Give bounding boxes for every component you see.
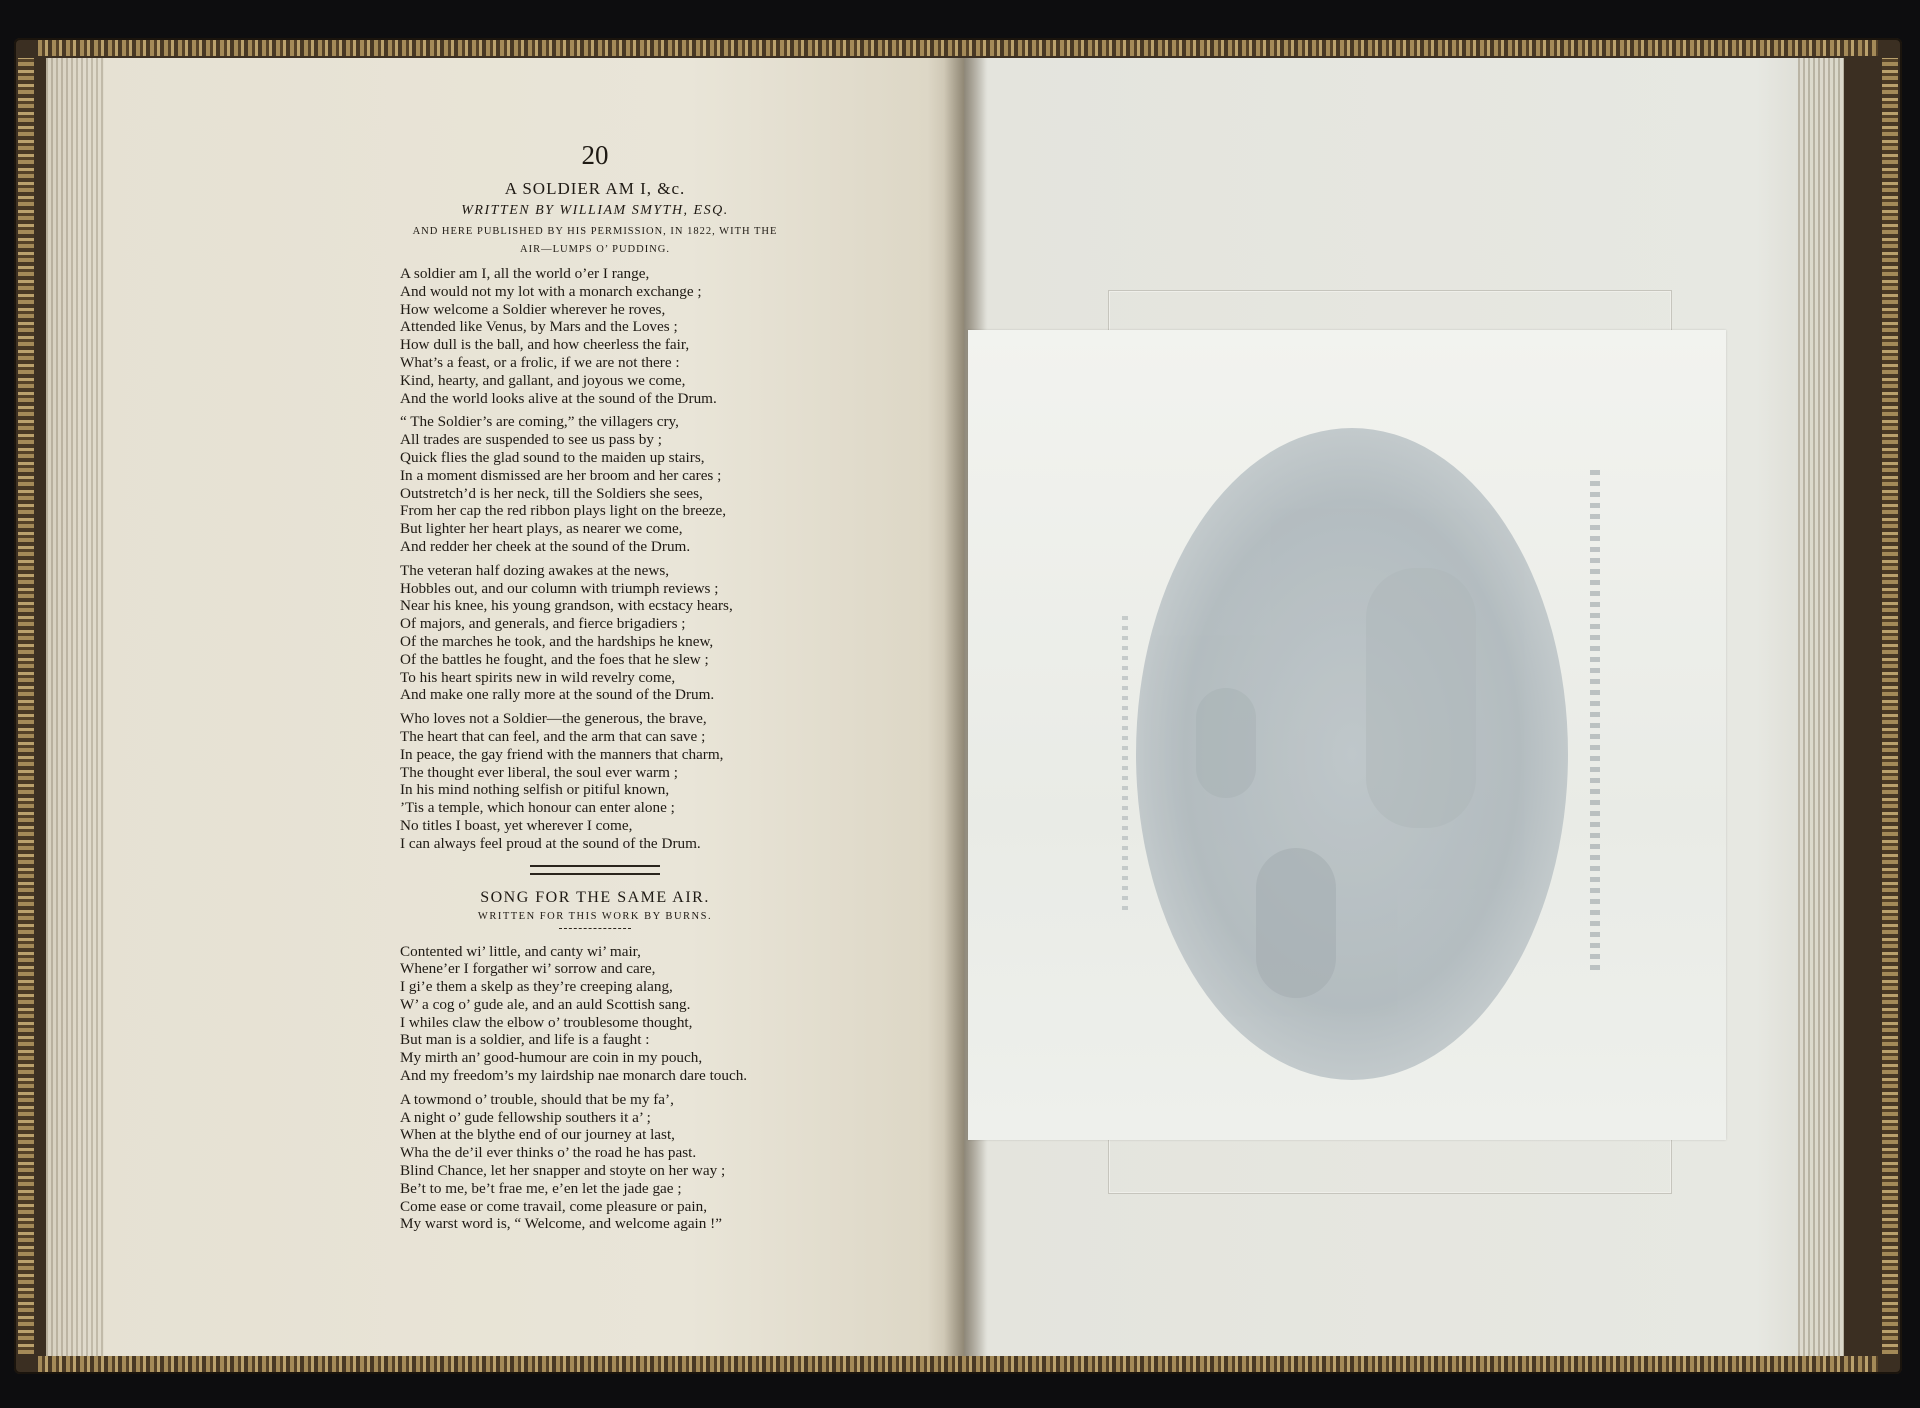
song-title: A SOLDIER AM I, &c. [504, 179, 686, 198]
verse-line: When at the blythe end of our journey at last, [400, 1126, 675, 1144]
verse-line: The veteran half dozing awakes at the news, [400, 561, 670, 579]
verse-line: In peace, the gay friend with the manners that charm, [400, 745, 724, 763]
verse-line: Whene’er I forgather wi’ sorrow and care, [400, 960, 656, 978]
verse-line: Come ease or come travail, come pleasure or pain, [400, 1197, 707, 1215]
engraving-figure [1366, 568, 1476, 828]
song-note-line: AIR—LUMPS O’ PUDDING. [519, 244, 671, 255]
verse-line: How dull is the ball, and how cheerless the fair, [400, 336, 690, 354]
stanza [400, 943, 790, 1085]
verse-line: In his mind nothing selfish or pitiful known, [400, 781, 670, 799]
song-stanzas [400, 943, 790, 1234]
verse-line: In a moment dismissed are her broom and her cares ; [400, 466, 722, 484]
verse-line: No titles I boast, yet wherever I come, [400, 816, 633, 834]
gilt-border-top [38, 40, 1878, 56]
song-note-line: AND HERE PUBLISHED BY HIS PERMISSION, IN 1822, WITH THE [412, 226, 778, 237]
gilt-border-left [18, 58, 34, 1354]
verse-line: The thought ever liberal, the soul ever warm ; [400, 763, 678, 781]
oval-engraving-image [1136, 428, 1568, 1080]
verse-line: Of majors, and generals, and fierce brigadiers ; [400, 615, 686, 633]
verse-line: Who loves not a Soldier—the generous, the brave, [400, 710, 707, 728]
verse-line: I whiles claw the elbow o’ troublesome thought, [400, 1013, 693, 1031]
verse-line: To his heart spirits new in wild revelry come, [400, 668, 676, 686]
stanza [400, 265, 790, 407]
song-byline: WRITTEN BY WILLIAM SMYTH, ESQ. [461, 203, 729, 218]
section-divider [530, 865, 660, 875]
stanza [400, 413, 790, 555]
stanza [400, 710, 790, 852]
verse-line: Be’t to me, be’t frae me, e’en let the jade gae ; [400, 1179, 682, 1197]
verse-line: But lighter her heart plays, as nearer we come, [400, 520, 683, 538]
verse-line: I gi’e them a skelp as they’re creeping alang, [400, 978, 673, 996]
verse-line: What’s a feast, or a frolic, if we are not there : [400, 353, 680, 371]
page-number: 20 [581, 140, 609, 170]
verse-line: ’Tis a temple, which honour can enter alone ; [400, 799, 675, 817]
verse-line: And would not my lot with a monarch exchange ; [400, 282, 702, 300]
verse-line: Wha the de’il ever thinks o’ the road he has past. [400, 1144, 697, 1162]
ornament-rule [559, 928, 631, 929]
verse-line: A towmond o’ trouble, should that be my fa’, [400, 1090, 674, 1108]
verse-line: Of the marches he took, and the hardships he knew, [400, 632, 714, 650]
verse-line: Blind Chance, let her snapper and stoyte on her way ; [400, 1162, 726, 1180]
page-edges-left [46, 58, 104, 1356]
engraving-figure [1196, 688, 1256, 798]
verse-line: From her cap the red ribbon plays light on the breeze, [400, 502, 727, 520]
gilt-border-bottom [38, 1356, 1878, 1372]
verse-line: Near his knee, his young grandson, with ecstacy hears, [400, 597, 733, 615]
verse-line: The heart that can feel, and the arm that can save ; [400, 727, 706, 745]
song-stanzas [400, 265, 790, 853]
verse-line: And redder her cheek at the sound of the Drum. [400, 537, 691, 555]
stanza [400, 562, 790, 704]
show-through-caption [1590, 470, 1600, 970]
verse-line: And the world looks alive at the sound of the Drum. [400, 389, 717, 407]
verse-line: All trades are suspended to see us pass by ; [400, 431, 662, 449]
verse-line: Quick flies the glad sound to the maiden up stairs, [400, 448, 705, 466]
verse-line: And my freedom’s my lairdship nae monarch dare touch. [400, 1067, 748, 1085]
verse-line: Hobbles out, and our column with triumph reviews ; [400, 579, 719, 597]
verse-line: But man is a soldier, and life is a faught : [400, 1031, 650, 1049]
verse-line: Attended like Venus, by Mars and the Loves ; [400, 318, 678, 336]
verse-line: And make one rally more at the sound of the Drum. [400, 686, 715, 704]
left-page-text [400, 140, 790, 1239]
verse-line: How welcome a Soldier wherever he roves, [400, 300, 666, 318]
show-through-caption [1122, 610, 1128, 910]
verse-line: I can always feel proud at the sound of the Drum. [400, 834, 701, 852]
verse-line: W’ a cog o’ gude ale, and an auld Scottish sang. [400, 995, 691, 1013]
verse-line: My warst word is, “ Welcome, and welcome again !” [400, 1215, 722, 1233]
page-edges-right [1798, 58, 1844, 1356]
verse-line: A soldier am I, all the world o’er I range, [400, 265, 650, 282]
verse-line: “ The Soldier’s are coming,” the villagers cry, [400, 413, 679, 431]
song-note: WRITTEN FOR THIS WORK BY BURNS. [477, 910, 713, 922]
verse-line: Outstretch’d is her neck, till the Soldiers she sees, [400, 484, 703, 502]
verse-line: A night o’ gude fellowship southers it a’ ; [400, 1108, 651, 1126]
engraving-figure [1256, 848, 1336, 998]
song-note [390, 223, 800, 259]
stanza [400, 1091, 790, 1233]
gilt-border-right [1882, 58, 1898, 1354]
song-title: SONG FOR THE SAME AIR. [480, 888, 710, 906]
verse-line: My mirth an’ good-humour are coin in my pouch, [400, 1049, 703, 1067]
verse-line: Contented wi’ little, and canty wi’ mair, [400, 942, 641, 960]
verse-line: Of the battles he fought, and the foes that he slew ; [400, 650, 709, 668]
verse-line: Kind, hearty, and gallant, and joyous we come, [400, 371, 686, 389]
